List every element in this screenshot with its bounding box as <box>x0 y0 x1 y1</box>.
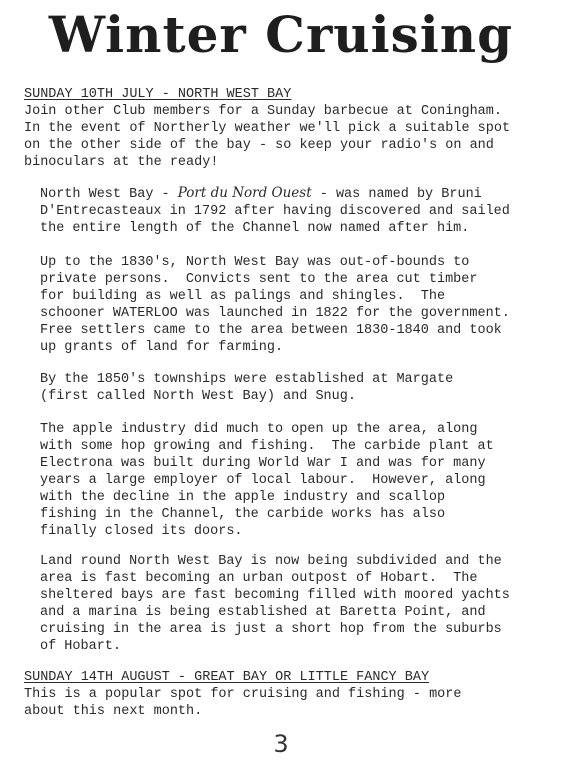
intro-paragraph: Join other Club members for a Sunday barbecue at Coningham. In the event of Northerly weather we'll pick a suitable spot on the other side of the bay - so keep your radio's on and binoculars at the ready! <box>24 104 511 170</box>
history-paragraph-naming <box>40 185 540 237</box>
section-heading-great-bay: SUNDAY 14TH AUGUST - GREAT BAY OR LITTLE FANCY BAY <box>24 670 430 685</box>
history-paragraph-townships: By the 1850's townships were established at Margate (first called North West Bay) and Snug. <box>40 372 454 404</box>
great-bay-paragraph: This is a popular spot for cruising and fishing - more about this next month. <box>24 687 462 719</box>
page-title: Winter Cruising <box>48 5 514 64</box>
naming-text-end: - was named by Bruni D'Entrecasteaux in 1792 after having discovered and sailed the entire length of the Channel now named after him. <box>40 187 510 236</box>
french-name: Port du Nord Ouest <box>177 185 312 201</box>
naming-text-start: North West Bay - <box>40 187 178 202</box>
history-paragraph-development: Land round North West Bay is now being subdivided and the area is fast becoming an urban outpost of Hobart. The sheltered bays are fast becoming filled with moored yachts and a marina is being established at Baretta Point, and cruising in the area is just a short hop from the suburbs of Hobart. <box>40 554 510 654</box>
history-paragraph-convicts: Up to the 1830's, North West Bay was out-of-bounds to private persons. Convicts sent to the area cut timber for building as well as palings and shingles. The schooner WATERLOO was launched in 1822 for the government. Free settlers came to the area between 1830-1840 and took up grants of land for farming. <box>40 255 510 355</box>
history-paragraph-industry: The apple industry did much to open up the area, along with some hop growing and fishing. The carbide plant at Electrona was built during World War I and was for many years a large employer of local labour. However, along with the decline in the apple industry and scallop fishing in the Channel, the carbide works has also finally closed its doors. <box>40 422 494 539</box>
section-heading-north-west-bay: SUNDAY 10TH JULY - NORTH WEST BAY <box>24 87 292 102</box>
page-number: 3 <box>273 730 289 758</box>
